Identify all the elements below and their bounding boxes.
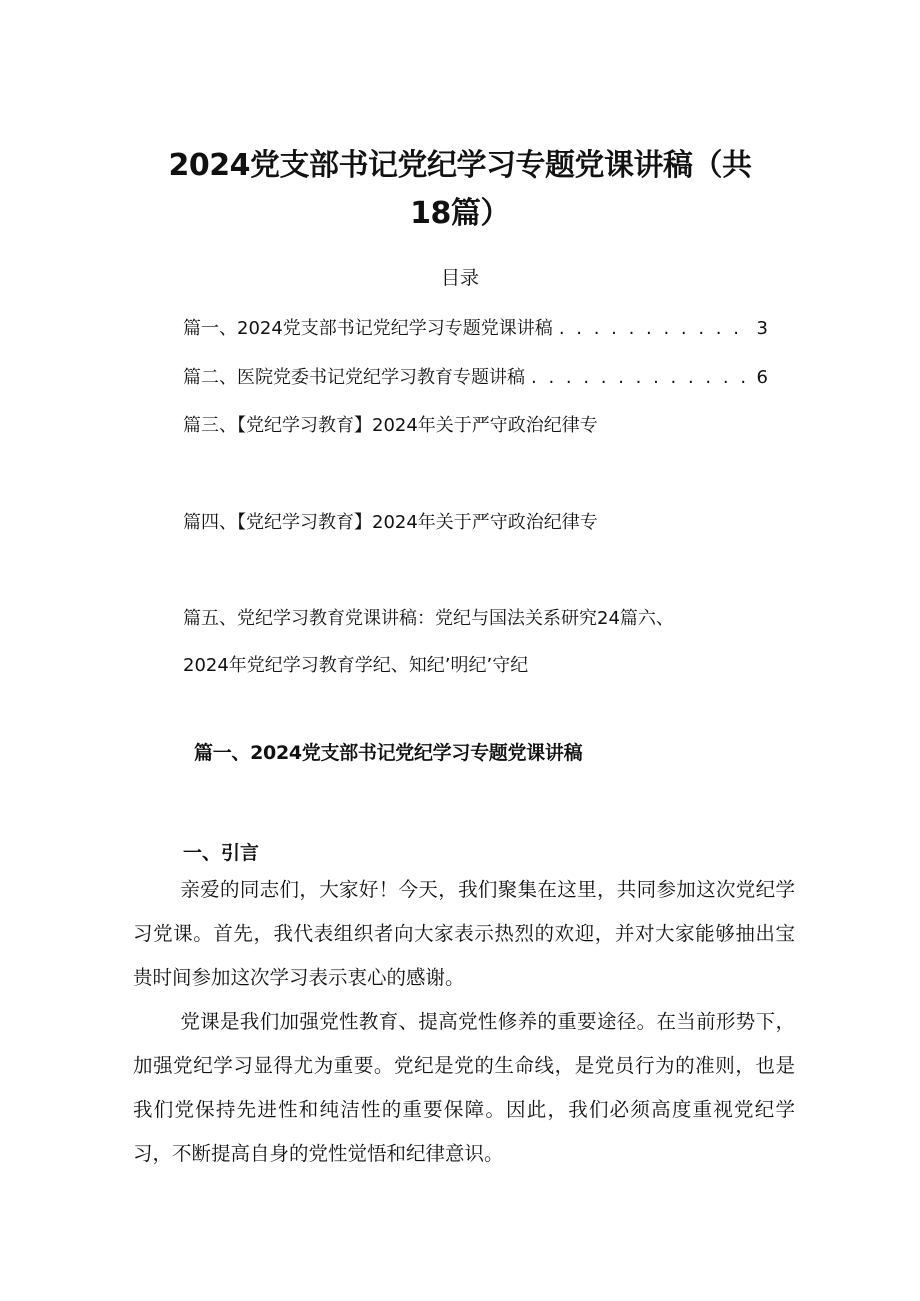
toc-entry-5[interactable]: 篇五、党纪学习教育党课讲稿：党纪与国法关系研究24篇六、 — [183, 608, 674, 629]
document-title-line-1: 2024党支部书记党纪学习专题党课讲稿（共 — [168, 148, 752, 183]
toc-entry-1[interactable] — [183, 314, 768, 340]
toc-dot-leader — [559, 318, 751, 339]
body-paragraph — [133, 868, 795, 1000]
toc-dot-leader — [531, 367, 751, 388]
paragraph-text: 党课是我们加强党性教育、提高党性修养的重要途径。在当前形势下，加强党纪学习显得尤为重要。党纪是党的生命线，是党员行为的准则，也是我们党保持先进性和纯洁性的重要保障。因此，我们必须高度重视党纪学习，不断提高自身的党性觉悟和纪律意识。 — [133, 1010, 795, 1165]
document-title-line-2: 18篇） — [410, 196, 510, 231]
toc-page-number: 3 — [756, 318, 768, 339]
toc-entry-3[interactable]: 篇三、【党纪学习教育】2024年关于严守政治纪律专 — [183, 415, 598, 436]
toc-page-number: 6 — [756, 367, 768, 388]
toc-entry-text: 篇一、2024党支部书记党纪学习专题党课讲稿 — [183, 318, 553, 339]
body-paragraph — [133, 1000, 795, 1176]
toc-entry-2[interactable] — [183, 363, 768, 389]
toc-entry-4[interactable]: 篇四、【党纪学习教育】2024年关于严守政治纪律专 — [183, 512, 598, 533]
toc-heading: 目录 — [440, 267, 479, 289]
sub-heading: 一、引言 — [183, 842, 260, 864]
toc-entry-6[interactable]: 2024年党纪学习教育学纪、知纪’明纪’守纪 — [183, 655, 529, 676]
toc-entry-text: 篇二、医院党委书记党纪学习教育专题讲稿 — [183, 367, 525, 388]
section-title: 篇一、2024党支部书记党纪学习专题党课讲稿 — [194, 742, 583, 764]
paragraph-text: 亲爱的同志们，大家好！今天，我们聚集在这里，共同参加这次党纪学习党课。首先，我代表组织者向大家表示热烈的欢迎，并对大家能够抽出宝贵时间参加这次学习表示衷心的感谢。 — [133, 878, 795, 989]
